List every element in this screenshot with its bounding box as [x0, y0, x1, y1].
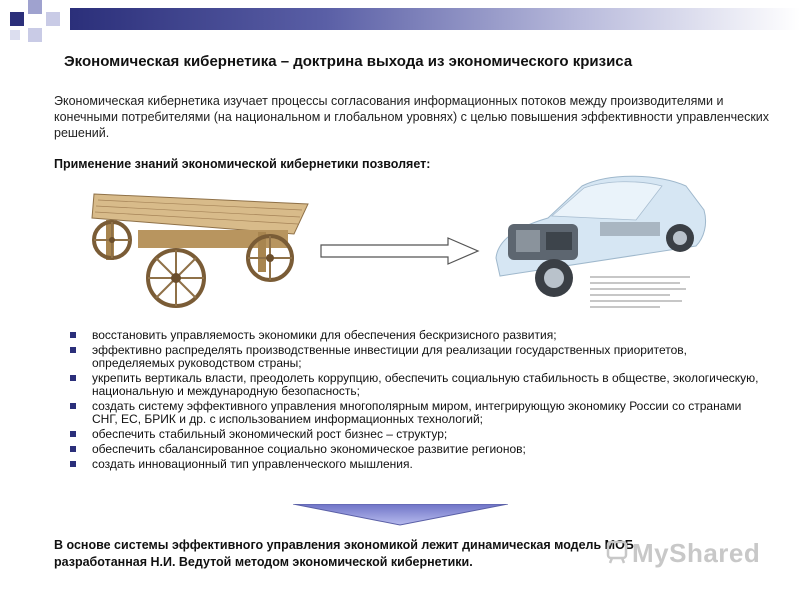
- list-item: обеспечить сбалансированное социально экономическое развитие регионов;: [70, 443, 770, 456]
- cart-image: [88, 182, 313, 322]
- watermark-text: MyShared: [632, 538, 761, 568]
- list-item: восстановить управляемость экономики для обеспечения бескризисного развития;: [70, 329, 770, 342]
- list-item: эффективно распределять производственные инвестиции для реализации государственных приоритетов, определяемых руководством страны;: [70, 344, 770, 370]
- conclusion-line-2: разработанная Н.И. Ведутой методом экономической кибернетики.: [54, 555, 473, 569]
- down-arrow-icon: [293, 504, 508, 526]
- deco-square-2: [28, 0, 42, 14]
- deco-square-1: [10, 12, 24, 26]
- subheading: Применение знаний экономической кибернетики позволяет:: [54, 157, 431, 171]
- conclusion-text: [54, 537, 674, 571]
- slide-title: Экономическая кибернетика – доктрина выхода из экономического кризиса: [64, 53, 633, 70]
- deco-square-3: [46, 12, 60, 26]
- list-item: создать инновационный тип управленческого мышления.: [70, 458, 770, 471]
- list-item: обеспечить стабильный экономический рост бизнес – структур;: [70, 428, 770, 441]
- benefits-list: [70, 329, 770, 473]
- intro-paragraph: Экономическая кибернетика изучает процессы согласования информационных потоков между производителями и конечными потребителями (на национальном и глобальном уровнях) с целью повышения эффективности управленческих решений.: [54, 94, 770, 140]
- car-image: [490, 166, 710, 316]
- right-arrow-icon: [320, 236, 480, 266]
- conclusion-line-1: В основе системы эффективного управления экономикой лежит динамическая модель МОБ,: [54, 538, 638, 552]
- deco-square-4: [28, 28, 42, 42]
- deco-square-5: [10, 30, 20, 40]
- watermark-logo-icon: [606, 540, 628, 564]
- list-item: создать систему эффективного управления многополярным миром, интегрирующую экономику России со странами СНГ, ЕС, БРИК и др. с использованием информационных технологий;: [70, 400, 770, 426]
- header-bar: [70, 8, 800, 30]
- list-item: укрепить вертикаль власти, преодолеть коррупцию, обеспечить социальную стабильность в обществе, экологическую, национальную и международную безопасность;: [70, 372, 770, 398]
